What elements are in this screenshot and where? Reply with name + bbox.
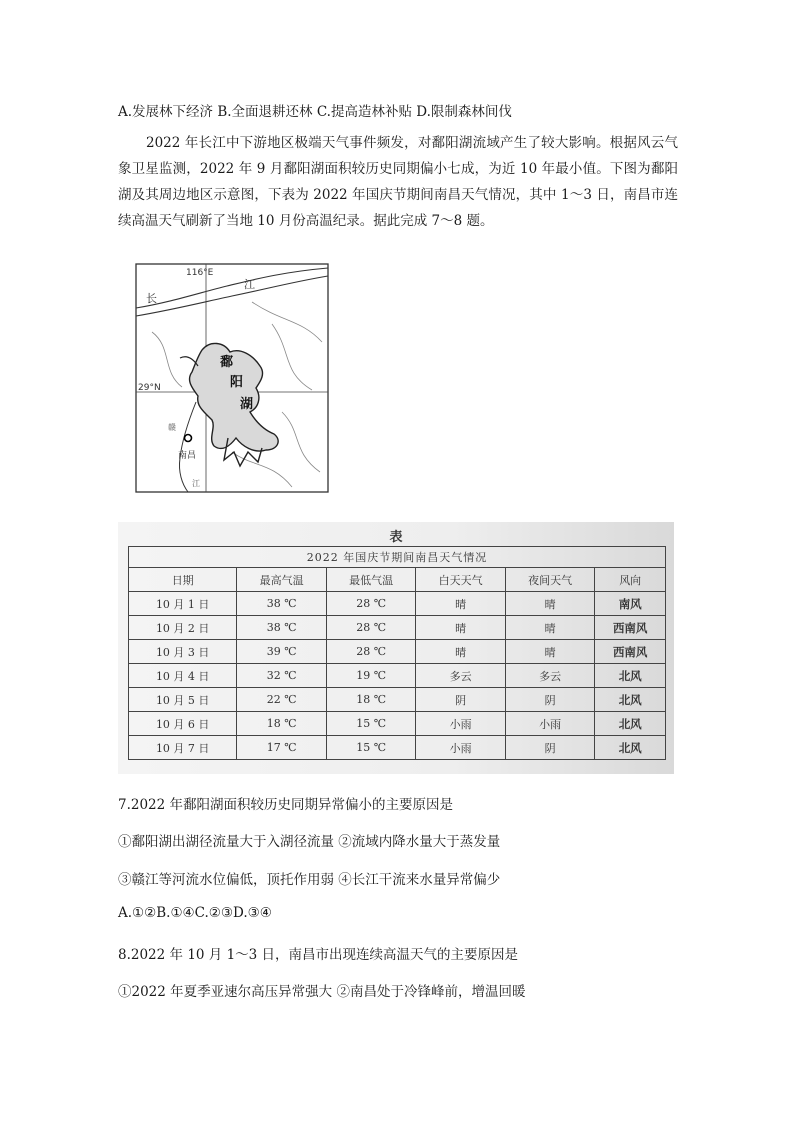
weather-table-block (118, 522, 674, 774)
table-header-row (129, 568, 666, 592)
map-figure (132, 262, 332, 498)
cell-max-temp: 22 ℃ (237, 688, 327, 712)
cell-day-weather: 小雨 (416, 736, 506, 760)
cell-wind: 北风 (595, 736, 666, 760)
table-row (129, 712, 666, 736)
header-night-weather: 夜间天气 (505, 568, 595, 592)
cell-day-weather: 晴 (416, 640, 506, 664)
cell-min-temp: 28 ℃ (326, 640, 416, 664)
lake-label-3: 湖 (240, 397, 254, 412)
cell-wind: 南风 (595, 592, 666, 616)
q7-statements-1: ①鄱阳湖出湖径流量大于入湖径流量 ②流域内降水量大于蒸发量 (118, 834, 501, 850)
header-day-weather: 白天天气 (416, 568, 506, 592)
table-row (129, 640, 666, 664)
intro-paragraph: 2022 年长江中下游地区极端天气事件频发，对鄱阳湖流域产生了较大影响。根据风云气象卫星监测，2022 年 9 月鄱阳湖面积较历史同期偏小七成，为近 10 年最小值。下图为鄱阳湖及其周边地区示意图，下表为 2022 年国庆节期间南昌天气情况，其中 1～3 日，南昌市连续高温天气刷新了当地 10 月份高温纪录。据此完成 7～8 题。 (118, 135, 678, 229)
cell-min-temp: 28 ℃ (326, 616, 416, 640)
cell-date: 10 月 3 日 (129, 640, 237, 664)
cell-wind: 北风 (595, 712, 666, 736)
cell-night-weather: 多云 (505, 664, 595, 688)
q6-options: A.发展林下经济 B.全面退耕还林 C.提高造林补贴 D.限制森林间伐 (118, 104, 512, 120)
cell-wind: 西南风 (595, 616, 666, 640)
cell-date: 10 月 5 日 (129, 688, 237, 712)
header-wind: 风向 (595, 568, 666, 592)
cell-day-weather: 晴 (416, 592, 506, 616)
cell-max-temp: 18 ℃ (237, 712, 327, 736)
q8-stem: 8.2022 年 10 月 1～3 日，南昌市出现连续高温天气的主要原因是 (118, 947, 519, 963)
cell-day-weather: 多云 (416, 664, 506, 688)
header-min-temp: 最低气温 (326, 568, 416, 592)
cell-wind: 西南风 (595, 640, 666, 664)
lake-label-1: 鄱 (220, 355, 234, 370)
cell-max-temp: 17 ℃ (237, 736, 327, 760)
q7-statements-2: ③赣江等河流水位偏低，顶托作用弱 ④长江干流来水量异常偏少 (118, 872, 501, 888)
cell-day-weather: 阴 (416, 688, 506, 712)
q8-statements-1: ①2022 年夏季亚速尔高压异常强大 ②南昌处于冷锋峰前，增温回暖 (118, 984, 526, 1000)
longitude-label: 116°E (186, 268, 214, 278)
river-label-1: 赣 (168, 423, 176, 432)
cell-min-temp: 15 ℃ (326, 712, 416, 736)
river-label-2: 江 (192, 479, 200, 488)
cell-date: 10 月 7 日 (129, 736, 237, 760)
cell-night-weather: 阴 (505, 688, 595, 712)
table-row (129, 616, 666, 640)
cell-date: 10 月 1 日 (129, 592, 237, 616)
table-row (129, 736, 666, 760)
cell-night-weather: 阴 (505, 736, 595, 760)
cell-max-temp: 39 ℃ (237, 640, 327, 664)
table-title: 2022 年国庆节期间南昌天气情况 (129, 547, 666, 568)
cell-night-weather: 小雨 (505, 712, 595, 736)
cell-max-temp: 32 ℃ (237, 664, 327, 688)
cell-day-weather: 小雨 (416, 712, 506, 736)
cell-wind: 北风 (595, 664, 666, 688)
cell-date: 10 月 2 日 (129, 616, 237, 640)
yangtze-label-1: 长 (146, 292, 157, 305)
table-row (129, 664, 666, 688)
weather-table (128, 546, 666, 760)
q7-stem: 7.2022 年鄱阳湖面积较历史同期异常偏小的主要原因是 (118, 797, 454, 813)
cell-min-temp: 28 ℃ (326, 592, 416, 616)
city-label: 南昌 (178, 451, 197, 461)
table-row (129, 592, 666, 616)
cell-date: 10 月 6 日 (129, 712, 237, 736)
header-max-temp: 最高气温 (237, 568, 327, 592)
table-caption: 表 (389, 530, 403, 545)
header-date: 日期 (129, 568, 237, 592)
cell-wind: 北风 (595, 688, 666, 712)
cell-min-temp: 18 ℃ (326, 688, 416, 712)
q7-options: A.①②B.①④C.②③D.③④ (118, 905, 272, 921)
cell-max-temp: 38 ℃ (237, 616, 327, 640)
lake-label-2: 阳 (230, 375, 244, 390)
latitude-label: 29°N (138, 383, 161, 393)
cell-min-temp: 15 ℃ (326, 736, 416, 760)
cell-day-weather: 晴 (416, 616, 506, 640)
poyang-lake-map (132, 262, 332, 498)
cell-max-temp: 38 ℃ (237, 592, 327, 616)
cell-night-weather: 晴 (505, 592, 595, 616)
cell-night-weather: 晴 (505, 640, 595, 664)
yangtze-label-2: 江 (244, 278, 255, 291)
cell-date: 10 月 4 日 (129, 664, 237, 688)
nanchang-dot (185, 435, 192, 442)
table-row (129, 688, 666, 712)
cell-night-weather: 晴 (505, 616, 595, 640)
cell-min-temp: 19 ℃ (326, 664, 416, 688)
